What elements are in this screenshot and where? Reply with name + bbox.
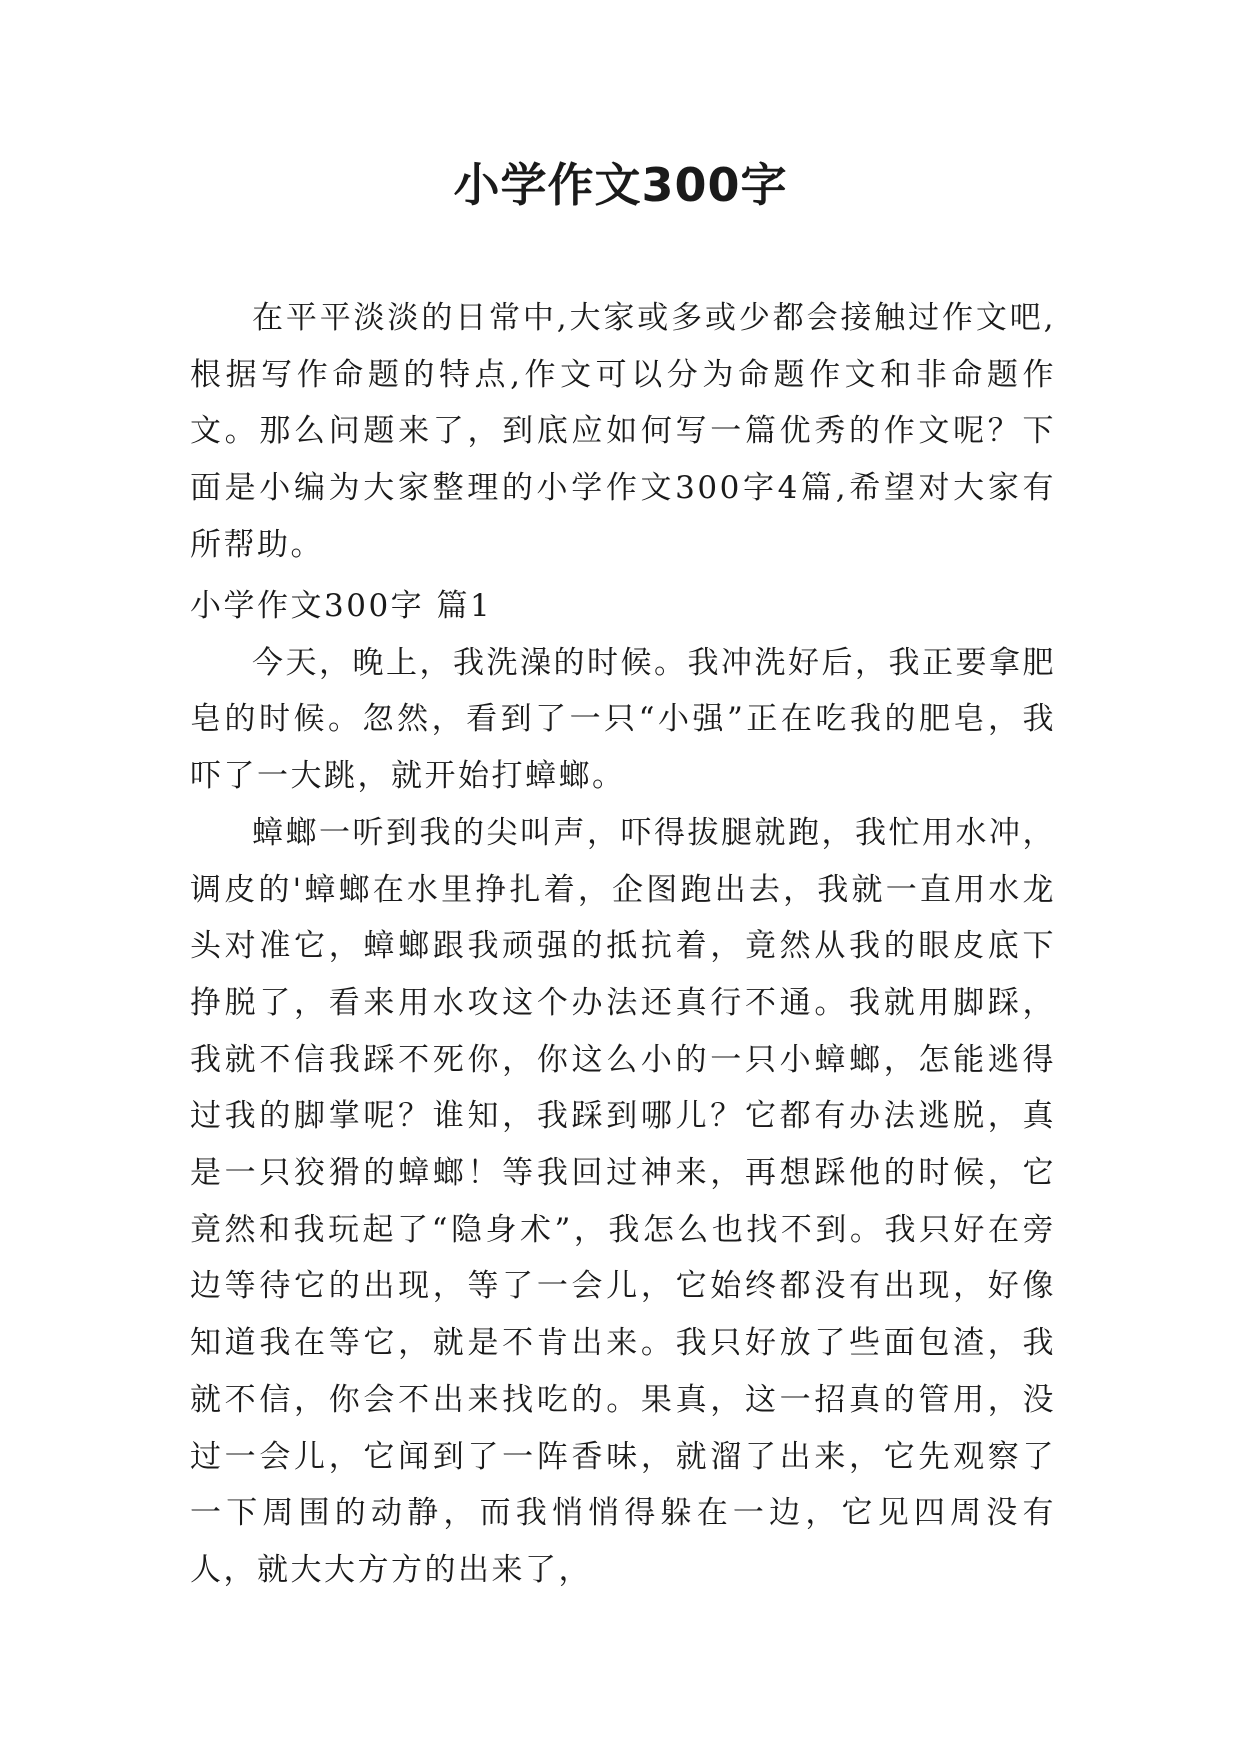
section-heading: 小学作文300字 篇1: [190, 588, 493, 624]
intro-block: [190, 290, 1056, 574]
intro-paragraph: 在平平淡淡的日常中,大家或多或少都会接触过作文吧,根据写作命题的特点,作文可以分为命题作文和非命题作文。那么问题来了，到底应如何写一篇优秀的作文呢？下面是小编为大家整理的小学作文300字4篇,希望对大家有所帮助。: [190, 300, 1056, 563]
essay-section: [190, 578, 1056, 1599]
essay-paragraph-1: 今天，晚上，我洗澡的时候。我冲洗好后，我正要拿肥皂的时候。忽然，看到了一只“小强”正在吃我的肥皂，我吓了一大跳，就开始打蟑螂。: [190, 644, 1056, 795]
document-title: 小学作文300字: [453, 158, 788, 212]
essay-paragraph-2: 蟑螂一听到我的尖叫声，吓得拔腿就跑，我忙用水冲，调皮的'蟑螂在水里挣扎着，企图跑出去，我就一直用水龙头对准它，蟑螂跟我顽强的抵抗着，竟然从我的眼皮底下挣脱了，看来用水攻这个办法还真行不通。我就用脚踩，我就不信我踩不死你，你这么小的一只小蟑螂，怎能逃得过我的脚掌呢？谁知，我踩到哪儿？它都有办法逃脱，真是一只狡猾的蟑螂！等我回过神来，再想踩他的时候，它竟然和我玩起了“隐身术”，我怎么也找不到。我只好在旁边等待它的出现，等了一会儿，它始终都没有出现，好像知道我在等它，就是不肯出来。我只好放了些面包渣，我就不信，你会不出来找吃的。果真，这一招真的管用，没过一会儿，它闻到了一阵香味，就溜了出来，它先观察了一下周围的动静，而我悄悄得躲在一边，它见四周没有人，就大大方方的出来了，: [190, 814, 1056, 1588]
